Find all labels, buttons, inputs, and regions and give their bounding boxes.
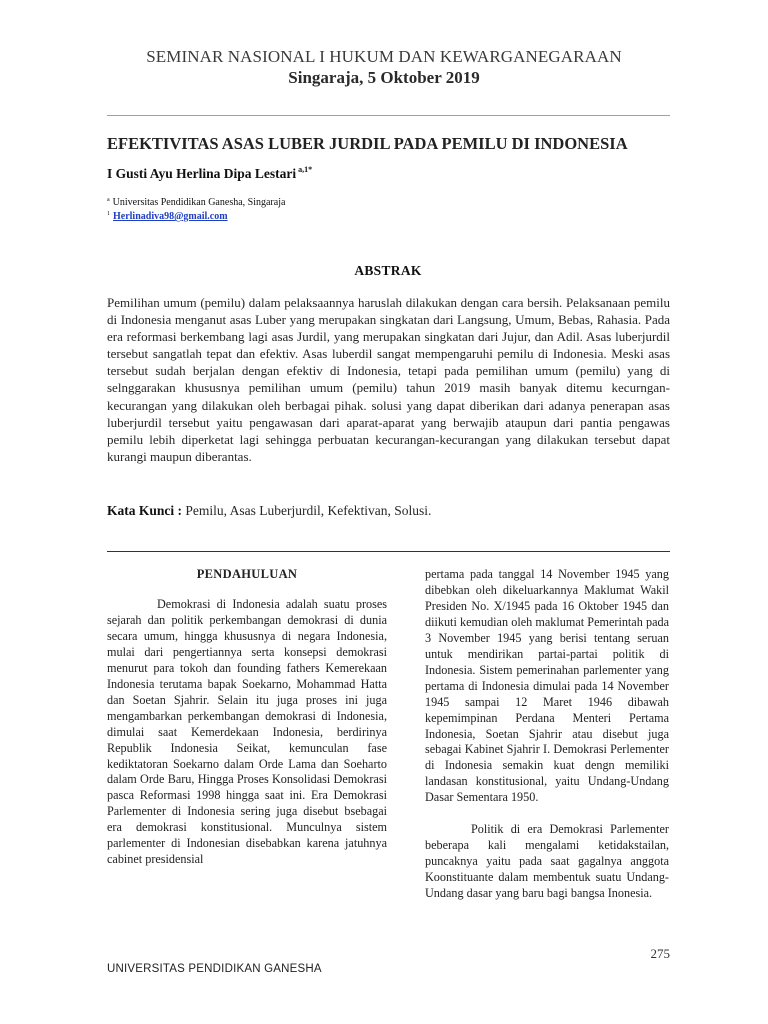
seminar-place-date: Singaraja, 5 Oktober 2019: [288, 68, 480, 87]
keywords-text: Pemilu, Asas Luberjurdil, Kefektivan, Solusi.: [185, 503, 432, 518]
author-name: I Gusti Ayu Herlina Dipa Lestari: [107, 166, 297, 181]
abstract-body: Pemilihan umum (pemilu) dalam pelaksaannya haruslah dilakukan dengan cara bersih. Pelaksanaan pemilu di Indonesia menganut asas Luber yang merupakan singkatan dari Langsung, Umum, Bebas, Rahasia. Pada era reformasi berkembang lagi asas Jurdil, yang merupakan singkatan dari Jujur, dan Adil. Asas luberjurdil tersebut sangatlah tepat dan efektiv. Asas luberdil sangat mempengaruhi pemilu di Indonesia. Meski asas tersebut sudah berjalan dengan efektiv di Indonesia, tetapi pada pemilihan umum (pemilu) yang di selnggarakan khususnya pemilihan umum (pemilu) tahun 2019 masih banyak ditemu kecurngan-kecurangan yang dilakukan oleh berbagai pihak. solusi yang dapat diberikan dari adanya penerapan asas luberjurdil tersebut yaitu pengawasan dari aparat-aparat yang berwajib ataupun dari pantia pengawas pemilu lebih diperketat lagi sehingga perbuatan kecurangan-kecurangan yang dilakukan tersebut dapat kurangi maupun diberantas.: [107, 295, 670, 464]
author-superscript: a,1*: [298, 165, 313, 174]
keywords-line: [107, 503, 670, 519]
intro-paragraph-right-1: pertama pada tanggal 14 November 1945 yang dibebkan oleh dikeluarkannya Maklumat Wakil Presiden No. X/1945 pada 16 Oktober 1945 dan diikuti kemudian oleh maklumat Pemerintah pada 3 November 1945 yang berisi tentang seruan untuk mendirikan partai-partai politik di Indonesia. Sistem pemerinahan parlementer yang pertama di Indonesia dimulai pada 14 November 1945 sampai 12 Maret 1946 dibawah kepemimpinan Perdana Menteri Pertama Indonesia, Soetan Sjahrir atau disebut juga sebagai Kabinet Sjahrir I. Demokrasi Perlementer di Indonesia semakin kuat dengn memiliki landasan konstitusional, yaitu Undang-Undang Dasar Sementara 1950.: [425, 567, 669, 805]
intro-paragraph-left: Demokrasi di Indonesia adalah suatu proses sejarah dan politik perkembangan demokrasi di dunia secara umum, hingga khususnya di negara Indonesia, mulai dari pengertiannya serta konsepsi demokrasi menurut para tokoh dan founding fathers Kemerekaan Indonesia terutama bapak Soekarno, Mohammad Hatta dan Soetan Sjahrir. Selain itu juga proses ini juga mengambarkan perkembangan demokrasi di Indonesia, dimulai saat Kemerdekaan Indonesia, berdirinya Republik Indonesia Seikat, kemunculan fase kediktatoran Soekarno dalam Orde Lama dan Soeharto dalam Orde Baru, Hingga Proses Konsolidasi Demokrasi pasca Reformasi 1998 hingga saat ini. Era Demokrasi Parlementer di Indonesia sering juga disebut bsebagai era demokrasi konstitusional. Munculnya sistem parlementer di Indonesian disebabkan karena jatuhnya cabinet presidensial: [107, 597, 387, 867]
header-divider: [107, 115, 670, 116]
footer-institution: UNIVERSITAS PENDIDIKAN GANESHA: [107, 963, 322, 975]
page-number: 275: [650, 946, 670, 961]
affiliation-line: [107, 197, 285, 208]
right-column: [425, 567, 669, 914]
email-superscript: 1: [107, 211, 110, 217]
intro-paragraph-right-2: Politik di era Demokrasi Parlementer beberapa kali mengalami ketidakstailan, puncaknya yaitu pada saat gagalnya anggota Koonstituante dalam membentuk suatu Undang-Undang dasar yang baru bagi bangsa Inonesia.: [425, 822, 669, 901]
affiliation-text: Universitas Pendidikan Ganesha, Singaraja: [112, 197, 286, 208]
section-divider: [107, 551, 670, 552]
affiliation-superscript: a: [107, 197, 110, 203]
abstract-heading: ABSTRAK: [354, 263, 422, 278]
email-line: [107, 211, 228, 222]
seminar-title: SEMINAR NASIONAL I HUKUM DAN KEWARGANEGARAAN: [146, 47, 622, 66]
email-link[interactable]: Herlinadiva98@gmail.com: [113, 211, 228, 222]
left-column: [107, 565, 387, 868]
paper-title: EFEKTIVITAS ASAS LUBER JURDIL PADA PEMILU DI INDONESIA: [107, 134, 628, 153]
keywords-label: Kata Kunci :: [107, 503, 183, 518]
section-heading-pendahuluan: PENDAHULUAN: [196, 567, 298, 581]
author-line: [107, 165, 312, 182]
